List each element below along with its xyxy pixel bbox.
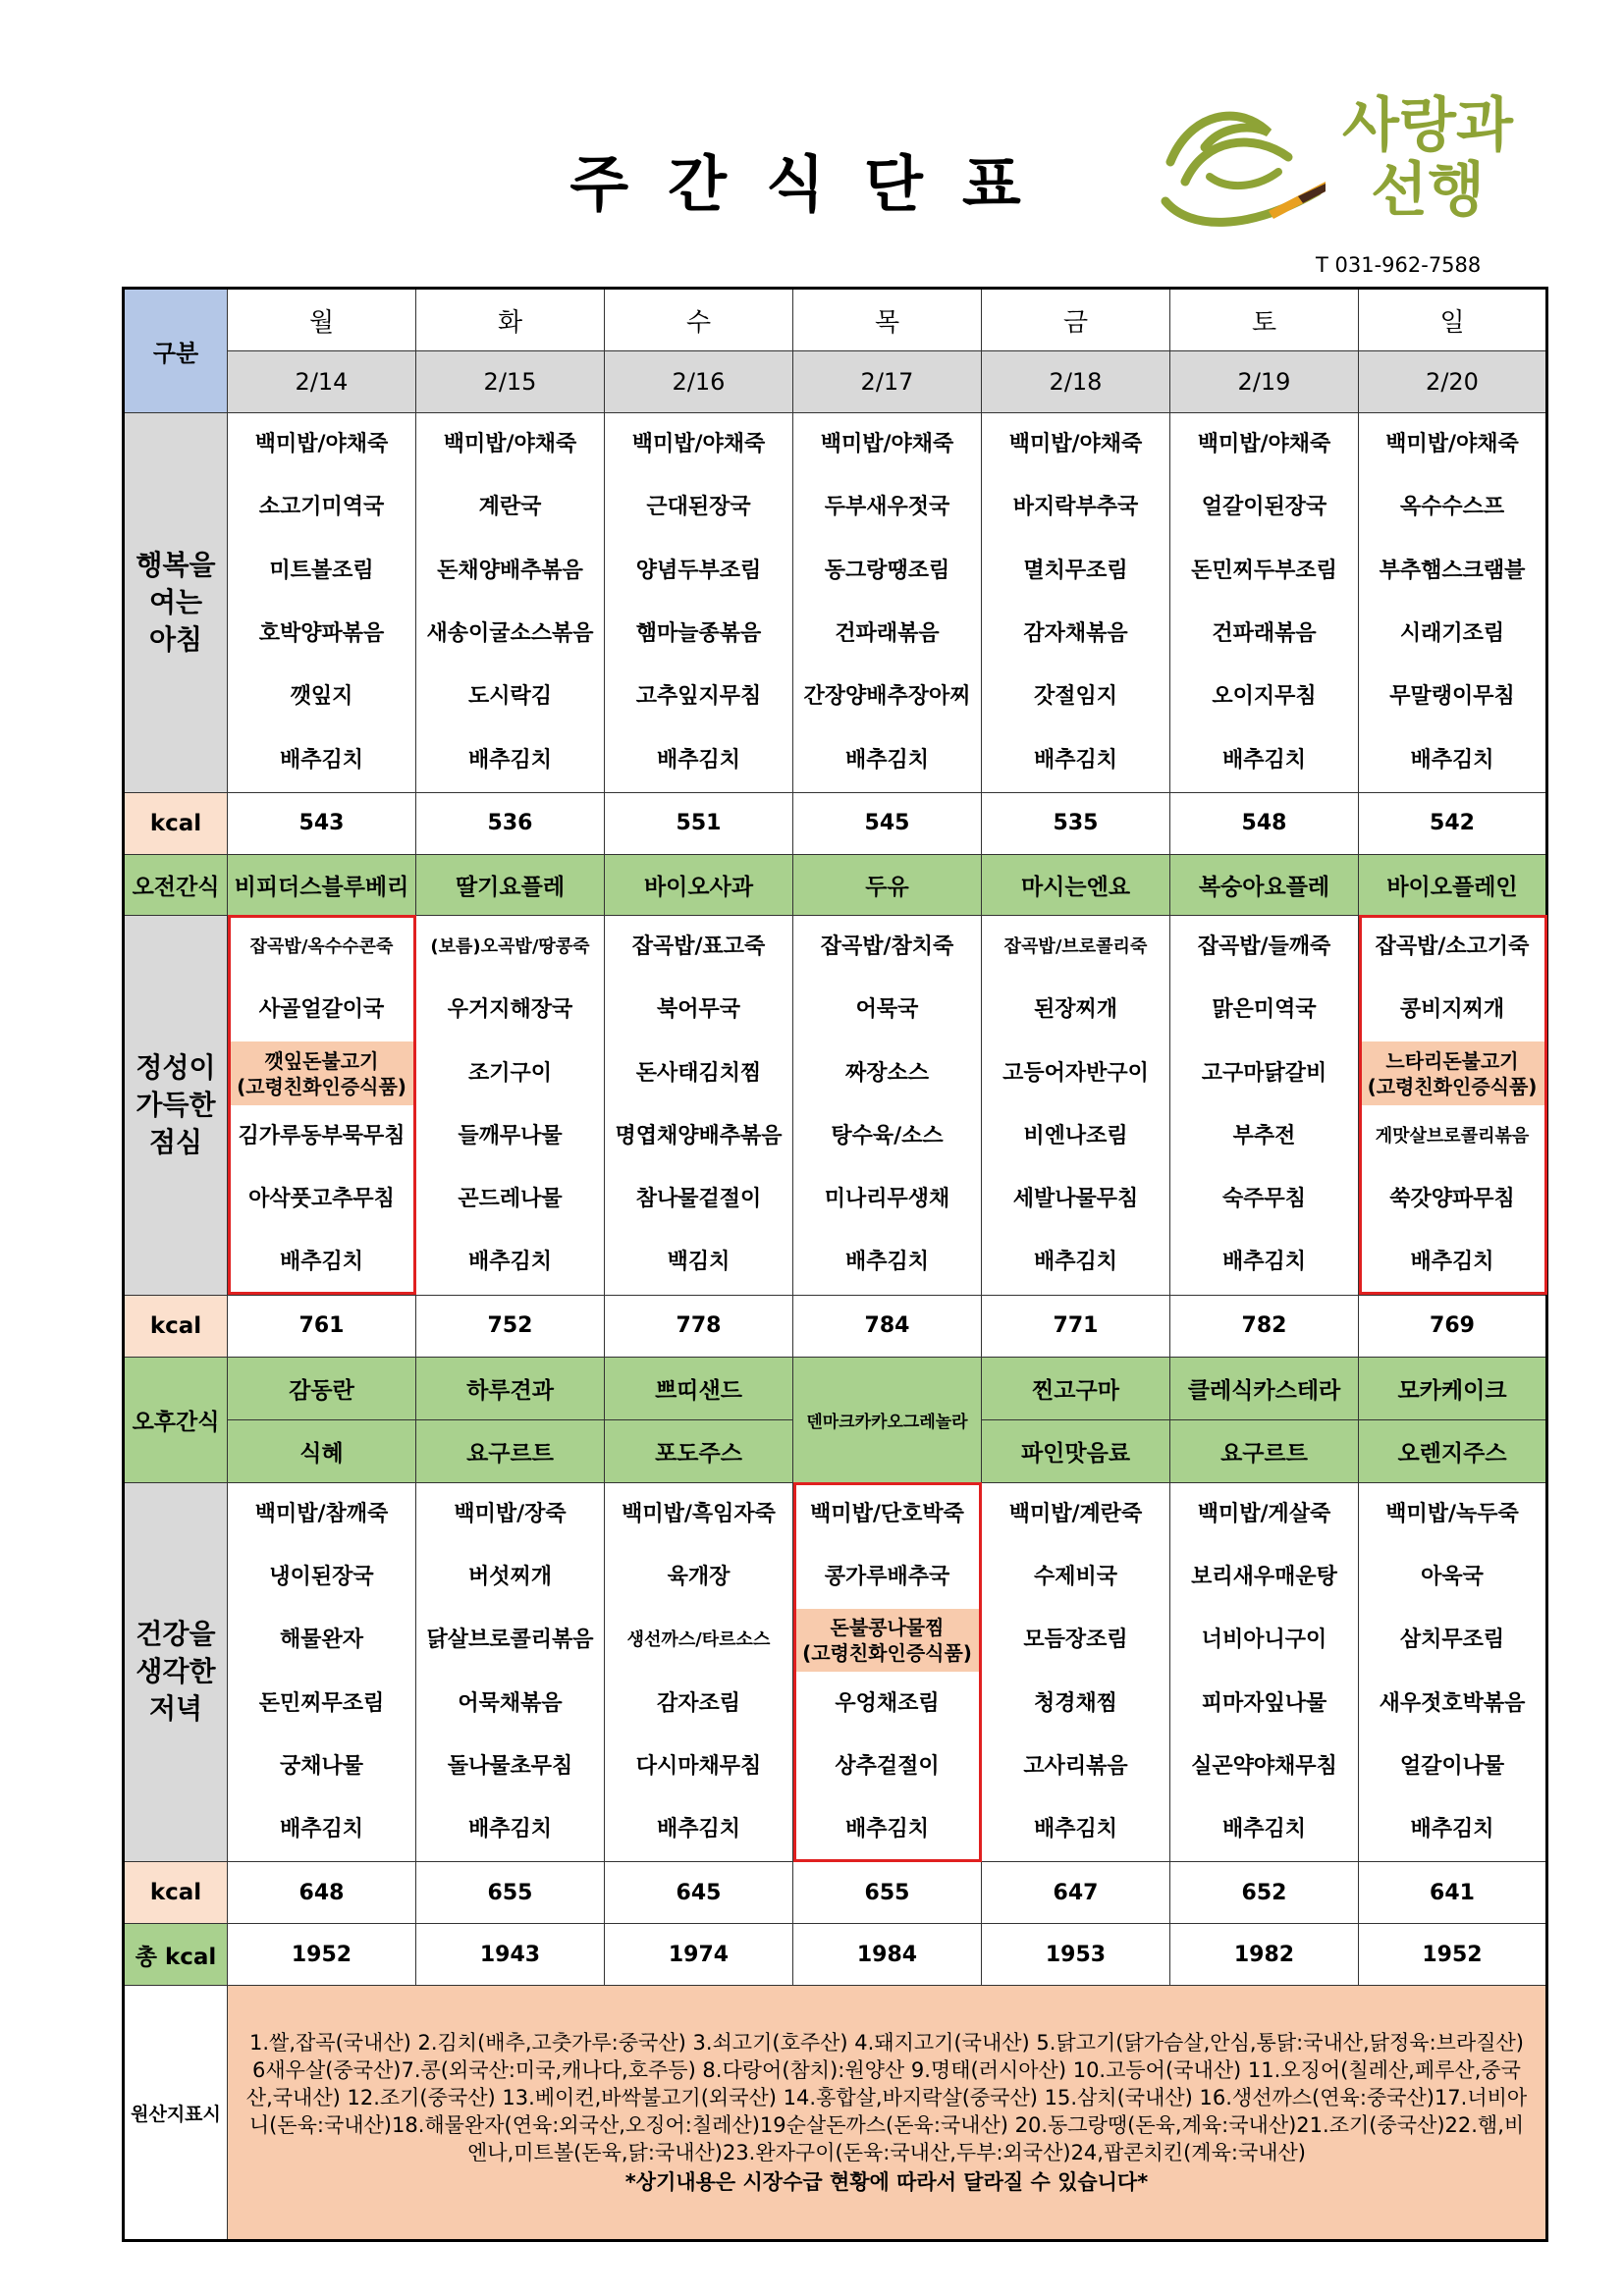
kcal-value: 652 (1170, 1862, 1359, 1924)
date-header: 2/20 (1359, 351, 1547, 413)
menu-item: 백미밥/야채죽 (631, 432, 766, 457)
menu-item: 배추김치 (1033, 747, 1117, 773)
menu-item: 피마자잎나물 (1201, 1690, 1327, 1716)
menu-item: 배추김치 (1221, 1250, 1306, 1275)
menu-item: 들깨무나물 (458, 1123, 563, 1148)
breakfast-day-cell (1170, 413, 1359, 793)
menu-item: 배추김치 (467, 747, 552, 773)
breakfast-day-cell (416, 413, 605, 793)
menu-item: 어묵채볶음 (458, 1690, 563, 1716)
menu-item: 잡곡밥/소고기죽 (1375, 934, 1530, 959)
kcal-value: 535 (982, 792, 1170, 854)
total-kcal-value: 1943 (416, 1924, 605, 1986)
menu-item: 건파래볶음 (835, 621, 940, 647)
menu-item: 갓절임지 (1033, 684, 1117, 710)
menu-item: 백미밥/계란죽 (1008, 1501, 1143, 1526)
menu-item: (보름)오곡밥/땅콩죽 (430, 935, 590, 957)
menu-item: 게맛살브로콜리볶음 (1375, 1125, 1530, 1147)
day-header: 화 (416, 289, 605, 351)
am-snack-row (124, 854, 1547, 915)
kcal-value: 548 (1170, 792, 1359, 854)
menu-item: 잡곡밥/브로콜리죽 (1003, 935, 1148, 957)
page-title: 주간식단표 (569, 148, 1060, 220)
logo-text: 사랑과 선행 (1342, 91, 1513, 225)
menu-item: 참나물겉절이 (635, 1187, 762, 1212)
hands-logo-icon (1151, 93, 1327, 260)
menu-item: 햄마늘종볶음 (635, 621, 762, 647)
total-kcal-value: 1952 (1359, 1924, 1547, 1986)
menu-item: 무말랭이무침 (1389, 684, 1515, 710)
day-header: 목 (793, 289, 982, 351)
menu-item: 아욱국 (1421, 1565, 1484, 1589)
pm-snack-label: 오후간식 (124, 1357, 228, 1482)
dinner-day-cell (605, 1482, 793, 1862)
origin-label: 원산지표시 (124, 1986, 228, 2241)
menu-item: 백미밥/야채죽 (820, 432, 954, 457)
kcal-value: 784 (793, 1295, 982, 1357)
menu-item: 고등어자반구이 (1002, 1060, 1149, 1086)
am-snack-item: 복숭아요플레 (1170, 854, 1359, 915)
menu-item: 돈채양배추볶음 (437, 558, 583, 583)
pm-snack-item: 덴마크카카오그레놀라 (793, 1357, 982, 1482)
day-header: 월 (228, 289, 416, 351)
pm-snack-row-1 (124, 1357, 1547, 1419)
menu-item: 새송이굴소스볶음 (426, 621, 594, 647)
lunch-kcal-row (124, 1295, 1547, 1357)
lunch-row (124, 915, 1547, 1295)
breakfast-day-cell (982, 413, 1170, 793)
total-kcal-value: 1984 (793, 1924, 982, 1986)
menu-item: 백미밥/참깨죽 (254, 1501, 389, 1526)
day-header: 토 (1170, 289, 1359, 351)
date-header: 2/18 (982, 351, 1170, 413)
menu-item: 생선까스/타르소스 (626, 1629, 771, 1651)
menu-item: 배추김치 (467, 1250, 552, 1275)
kcal-value: 655 (416, 1862, 605, 1924)
menu-item: 모듬장조림 (1023, 1628, 1128, 1653)
day-header: 일 (1359, 289, 1547, 351)
menu-item: 배추김치 (1410, 747, 1494, 773)
menu-item: 배추김치 (1221, 1817, 1306, 1842)
breakfast-kcal-row (124, 792, 1547, 854)
menu-item: 근대된장국 (646, 495, 751, 520)
menu-item: 배추김치 (844, 1817, 929, 1842)
am-snack-label: 오전간식 (124, 854, 228, 915)
menu-item: 백미밥/야채죽 (1197, 432, 1331, 457)
weekly-menu-table (122, 287, 1548, 2242)
kcal-value: 545 (793, 792, 982, 854)
menu-item: 배추김치 (1033, 1817, 1117, 1842)
menu-item: 실곤약야채무침 (1191, 1753, 1337, 1779)
menu-item: 백미밥/흑임자죽 (622, 1501, 776, 1526)
menu-item: 백미밥/장죽 (454, 1501, 567, 1526)
menu-item: 잡곡밥/옥수수콘죽 (249, 935, 394, 957)
total-kcal-value: 1974 (605, 1924, 793, 1986)
menu-item: 해물완자 (279, 1628, 363, 1653)
kcal-value: 769 (1359, 1295, 1547, 1357)
menu-item: 얼갈이나물 (1399, 1753, 1505, 1779)
kcal-value: 645 (605, 1862, 793, 1924)
menu-item: 멸치무조림 (1023, 558, 1128, 583)
pm-snack-item: 하루견과 (416, 1357, 605, 1419)
menu-item: 김가루동부묵무침 (238, 1123, 406, 1148)
menu-item: 백미밥/야채죽 (254, 432, 389, 457)
menu-item: 세발나물무침 (1012, 1187, 1139, 1212)
pm-snack-item: 모카케이크 (1359, 1357, 1547, 1419)
menu-item: 배추김치 (467, 1817, 552, 1842)
menu-item: 사골얼갈이국 (258, 997, 385, 1023)
gubun-header: 구분 (124, 289, 228, 413)
menu-item: 감자조림 (656, 1690, 740, 1716)
menu-item: 배추김치 (1410, 1250, 1494, 1275)
lunch-day-cell (416, 915, 605, 1295)
menu-item: 고구마닭갈비 (1201, 1060, 1327, 1086)
pm-snack-item: 클레식카스테라 (1170, 1357, 1359, 1419)
dinner-day-cell (1359, 1482, 1547, 1862)
menu-item: 비엔나조림 (1023, 1123, 1128, 1148)
pm-snack-item: 오렌지주스 (1359, 1419, 1547, 1482)
menu-item: 도시락김 (467, 684, 552, 710)
menu-item: 돈불콩나물찜 (고령친화인증식품) (793, 1609, 981, 1672)
kcal-value: 647 (982, 1862, 1170, 1924)
menu-item: 쑥갓양파무침 (1389, 1187, 1515, 1212)
menu-item: 백미밥/야채죽 (443, 432, 577, 457)
origin-info (228, 1986, 1547, 2241)
lunch-day-cell (982, 915, 1170, 1295)
menu-item: 짜장소스 (844, 1060, 929, 1086)
menu-item: 닭살브로콜리볶음 (426, 1628, 594, 1653)
menu-item: 숙주무침 (1221, 1187, 1306, 1212)
menu-item: 탕수육/소스 (831, 1123, 944, 1148)
pm-snack-item: 요구르트 (1170, 1419, 1359, 1482)
menu-item: 간장양배추장아찌 (803, 684, 971, 710)
menu-item: 양념두부조림 (635, 558, 762, 583)
menu-item: 우거지해장국 (447, 997, 573, 1023)
menu-item: 다시마채무침 (635, 1753, 762, 1779)
lunch-day-cell (228, 915, 416, 1295)
breakfast-row (124, 413, 1547, 793)
menu-item: 삼치무조림 (1399, 1628, 1505, 1653)
total-kcal-value: 1952 (228, 1924, 416, 1986)
lunch-day-cell (1359, 915, 1547, 1295)
am-snack-item: 두유 (793, 854, 982, 915)
breakfast-day-cell (605, 413, 793, 793)
pm-snack-item: 요구르트 (416, 1419, 605, 1482)
menu-item: 보리새우매운탕 (1191, 1565, 1337, 1589)
kcal-value: 641 (1359, 1862, 1547, 1924)
pm-snack-item: 감동란 (228, 1357, 416, 1419)
am-snack-item: 바이오플레인 (1359, 854, 1547, 915)
am-snack-item: 비피더스블루베리 (228, 854, 416, 915)
date-header: 2/16 (605, 351, 793, 413)
menu-item: 느타리돈불고기 (고령친화인증식품) (1359, 1041, 1545, 1104)
kcal-value: 543 (228, 792, 416, 854)
menu-item: 청경채찜 (1033, 1690, 1117, 1716)
date-header: 2/14 (228, 351, 416, 413)
kcal-label: kcal (124, 1295, 228, 1357)
menu-item: 육개장 (667, 1565, 731, 1589)
menu-item: 옥수수스프 (1399, 495, 1505, 520)
menu-item: 호박양파볶음 (258, 621, 385, 647)
menu-item: 돌나물초무침 (447, 1753, 573, 1779)
pm-snack-item: 포도주스 (605, 1419, 793, 1482)
menu-item: 배추김치 (1221, 747, 1306, 773)
day-header: 수 (605, 289, 793, 351)
date-header: 2/19 (1170, 351, 1359, 413)
dinner-day-cell (982, 1482, 1170, 1862)
kcal-value: 551 (605, 792, 793, 854)
menu-item: 깻잎지 (290, 684, 353, 710)
kcal-label: kcal (124, 1862, 228, 1924)
kcal-value: 782 (1170, 1295, 1359, 1357)
kcal-label: kcal (124, 792, 228, 854)
kcal-value: 778 (605, 1295, 793, 1357)
menu-item: 냉이된장국 (269, 1565, 374, 1589)
menu-item: 상추겉절이 (835, 1753, 940, 1779)
lunch-label: 정성이 가득한 점심 (124, 915, 228, 1295)
kcal-value: 761 (228, 1295, 416, 1357)
menu-item: 계란국 (478, 495, 542, 520)
menu-item: 백미밥/단호박죽 (810, 1501, 964, 1526)
menu-item: 건파래볶음 (1212, 621, 1317, 647)
menu-item: 새우젓호박볶음 (1379, 1690, 1526, 1716)
total-kcal-label: 총 kcal (124, 1924, 228, 1986)
menu-item: 맑은미역국 (1212, 997, 1317, 1023)
menu-item: 미트볼조림 (269, 558, 374, 583)
menu-item: 소고기미역국 (258, 495, 385, 520)
menu-item: 돈민찌두부조림 (1191, 558, 1337, 583)
origin-row (124, 1986, 1547, 2241)
menu-item: 어묵국 (855, 997, 919, 1023)
menu-item: 곤드레나물 (458, 1187, 563, 1212)
menu-item: 백미밥/게살죽 (1197, 1501, 1331, 1526)
menu-item: 배추김치 (1410, 1817, 1494, 1842)
menu-item: 배추김치 (844, 747, 929, 773)
kcal-value: 648 (228, 1862, 416, 1924)
menu-item: 우엉채조림 (835, 1690, 940, 1716)
menu-item: 깻잎돈불고기 (고령친화인증식품) (228, 1041, 415, 1104)
menu-item: 오이지무침 (1212, 684, 1317, 710)
dinner-row (124, 1482, 1547, 1862)
am-snack-item: 마시는엔요 (982, 854, 1170, 915)
phone-number: T 031-962-7588 (1316, 253, 1482, 277)
menu-item: 돈민찌무조림 (258, 1690, 385, 1716)
pm-snack-item: 파인맛음료 (982, 1419, 1170, 1482)
date-header: 2/15 (416, 351, 605, 413)
dinner-day-cell (416, 1482, 605, 1862)
menu-item: 백미밥/녹두죽 (1385, 1501, 1519, 1526)
menu-item: 배추김치 (279, 1817, 363, 1842)
date-header: 2/17 (793, 351, 982, 413)
breakfast-day-cell (228, 413, 416, 793)
breakfast-day-cell (1359, 413, 1547, 793)
lunch-day-cell (1170, 915, 1359, 1295)
menu-item: 감자채볶음 (1023, 621, 1128, 647)
dates-row (124, 351, 1547, 413)
pm-snack-item: 찐고구마 (982, 1357, 1170, 1419)
menu-item: 미나리무생채 (824, 1187, 950, 1212)
dinner-label: 건강을 생각한 저녁 (124, 1482, 228, 1862)
logo (1151, 93, 1543, 260)
menu-item: 조기구이 (467, 1060, 552, 1086)
menu-item: 콩비지찌개 (1399, 997, 1505, 1023)
menu-item: 너비아니구이 (1201, 1628, 1327, 1653)
menu-item: 된장찌개 (1033, 997, 1117, 1023)
kcal-value: 655 (793, 1862, 982, 1924)
origin-text: 1.쌀,잡곡(국내산) 2.김치(배추,고춧가루:중국산) 3.쇠고기(호주산) 4.돼지고기(국내산) 5.닭고기(닭가슴살,안심,통닭:국내산,닭정육:브라질산) 6새우살(중국산)7.콩(외국산:미국,캐나다,호주등) 8.다랑어(참치):원양산 9.명태(러시아산) 10.고등어(국내산) 11.오징어(칠레산,페루산,중국산,국내산) 12.조기(중국산) 13.베이컨,바싹불고기(외국산) 14.홍합살,바지락살(중국산) 15.삼치(국내산) 16.생선까스(연육:중국산)17.너비아니(돈육:국내산)18.해물완자(연육:외국산,오징어:칠레산)19순살돈까스(돈육:국내산) 20.동그랑땡(돈육,계육:국내산)21.조기(중국산)22.햄,비엔나,미트볼(돈육,닭:국내산)23.완자구이(돈육:국내산,두부:외국산)24,팝콘치킨(계육:국내산) (245, 2031, 1528, 2165)
kcal-value: 542 (1359, 792, 1547, 854)
menu-item: 시래기조림 (1399, 621, 1505, 647)
total-kcal-value: 1953 (982, 1924, 1170, 1986)
menu-item: 백미밥/야채죽 (1385, 432, 1519, 457)
menu-item: 부추햄스크램블 (1379, 558, 1526, 583)
menu-item: 아삭풋고추무침 (248, 1187, 395, 1212)
menu-item: 북어무국 (656, 997, 740, 1023)
breakfast-label: 행복을 여는 아침 (124, 413, 228, 793)
menu-item: 배추김치 (279, 747, 363, 773)
menu-item: 명엽채양배추볶음 (615, 1123, 783, 1148)
total-kcal-value: 1982 (1170, 1924, 1359, 1986)
menu-item: 백김치 (667, 1250, 731, 1275)
dinner-day-cell (1170, 1482, 1359, 1862)
pm-snack-item: 쁘띠샌드 (605, 1357, 793, 1419)
menu-item: 두부새우젓국 (824, 495, 950, 520)
total-kcal-row (124, 1924, 1547, 1986)
menu-item: 배추김치 (844, 1250, 929, 1275)
am-snack-item: 바이오사과 (605, 854, 793, 915)
menu-item: 고사리볶음 (1023, 1753, 1128, 1779)
origin-note: *상기내용은 시장수급 현황에 따라서 달라질 수 있습니다* (624, 2170, 1149, 2195)
menu-item: 배추김치 (1033, 1250, 1117, 1275)
am-snack-item: 딸기요플레 (416, 854, 605, 915)
menu-item: 콩가루배추국 (824, 1565, 950, 1589)
menu-item: 잡곡밥/들깨죽 (1197, 934, 1331, 959)
menu-item: 부추전 (1232, 1123, 1296, 1148)
menu-item: 수제비국 (1033, 1565, 1117, 1589)
dinner-day-cell (793, 1482, 982, 1862)
menu-item: 배추김치 (279, 1250, 363, 1275)
kcal-value: 536 (416, 792, 605, 854)
menu-item: 배추김치 (656, 1817, 740, 1842)
dinner-day-cell (228, 1482, 416, 1862)
menu-item: 백미밥/야채죽 (1008, 432, 1143, 457)
days-row (124, 289, 1547, 351)
lunch-day-cell (793, 915, 982, 1295)
menu-item: 동그랑땡조림 (824, 558, 950, 583)
pm-snack-item: 식혜 (228, 1419, 416, 1482)
menu-item: 배추김치 (656, 747, 740, 773)
menu-item: 바지락부추국 (1012, 495, 1139, 520)
menu-item: 잡곡밥/참치죽 (820, 934, 954, 959)
menu-item: 돈사태김치찜 (635, 1060, 762, 1086)
menu-item: 고추잎지무침 (635, 684, 762, 710)
menu-item: 버섯찌개 (467, 1565, 552, 1589)
day-header: 금 (982, 289, 1170, 351)
kcal-value: 752 (416, 1295, 605, 1357)
lunch-day-cell (605, 915, 793, 1295)
menu-item: 얼갈이된장국 (1201, 495, 1327, 520)
breakfast-day-cell (793, 413, 982, 793)
dinner-kcal-row (124, 1862, 1547, 1924)
kcal-value: 771 (982, 1295, 1170, 1357)
menu-item: 잡곡밥/표고죽 (631, 934, 766, 959)
menu-item: 궁채나물 (279, 1753, 363, 1779)
